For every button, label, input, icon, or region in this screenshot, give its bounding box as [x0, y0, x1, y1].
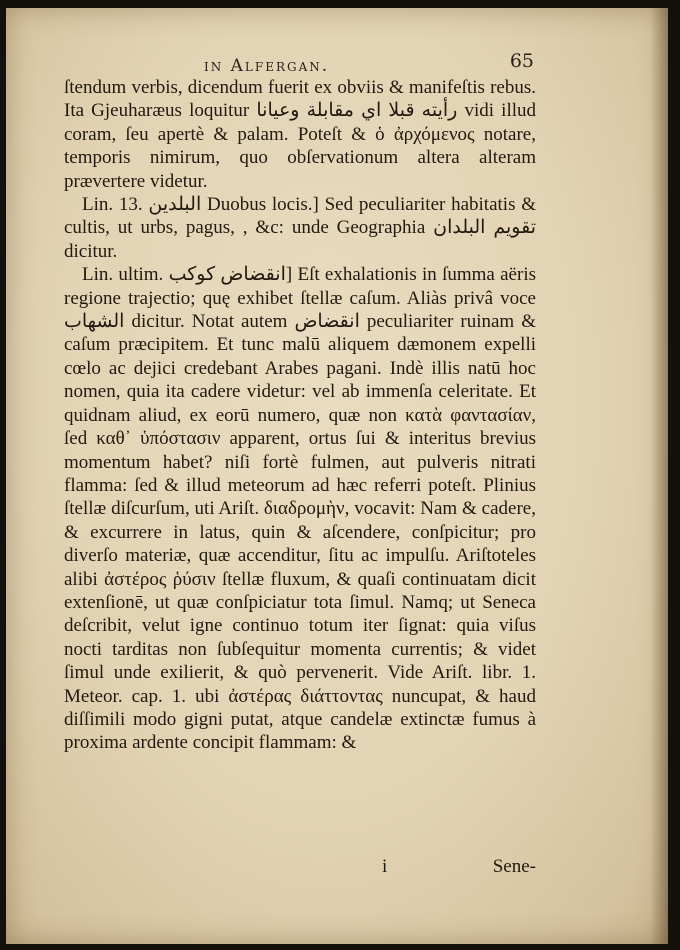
page-body: [64, 76, 536, 755]
catchword: Sene-: [492, 856, 536, 877]
page-footer: [64, 856, 536, 886]
page-gutter-shadow: [650, 8, 668, 944]
running-title: in Alfergan.: [204, 56, 330, 76]
page-number: 65: [509, 50, 534, 72]
running-header: [204, 50, 534, 76]
book-page: [6, 8, 668, 944]
paragraph-lin-13: Lin. 13. البلدين Duobus locis.] Sed peculiariter habitatis & cultis, ut urbs, pagus, , &c: unde Geographia تقويم البلدان dicitur.: [64, 194, 537, 262]
signature-mark: i: [382, 856, 388, 877]
paragraph-lin-ultim: Lin. ultim. انقضاض كوكب] Eſt exhalationis in ſumma aëris regione trajectio; quę exhibet ſtellæ caſum. Aliàs privâ voce الشهاب dicitur. Notat autem انقضاض peculiariter ruinam & caſum præcipitem. Et tunc malū aliquem dæmonem expelli cœlo ac dejici credebant Arabes pagani. Indè illis natū hoc nomen, quia ita cadere videtur: vel ab immenſa celeritate. Et quidnam aliud, ex eorū numero, quæ non κατὰ φαντασίαν, ſed καθ᾽ ὑπόστασιν apparent, ortus ſui & interitus brevius momentum habet? niſi fortè fulmen, aut pulveris nitrati flamma: ſed & illud meteorum ad hæc referri poteſt. Plinius ſtellæ diſcurſum, uti Ariſt. διαδρομὴν, vocavit: Nam & cadere, & excurrere in latus, quin & aſcendere, conſpicitur; pro diverſo materiæ, quæ accenditur, ſitu ac impulſu. Ariſtoteles alibi ἀστέρος ῥύσιν ſtellæ fluxum, & quaſi continuatam dicit extenſionē, ut quæ conſpiciatur tota ſimul. Namq; ut Seneca deſcribit, velut igne continuo totum iter ſignat: quia viſus nocti tarditas non ſubſequitur momenta currentis; & videt ſimul unde exilierit, & quò pervenerit. Vide Ariſt. libr. 1. Meteor. cap. 1. ubi ἀστέρας διάττοντας nuncupat, & haud diſſimili modo gigni putat, atque candelæ extinctæ fumus à proxima ardente concipit flammam: &: [64, 264, 536, 754]
paragraph-continuation: ſtendum verbis, dicendum fuerit ex obviis & manifeſtis rebus. Ita Gjeuharæus loquitur رأيته قبلا اي مقابلة وعيانا vidi illud coram, ſeu apertè & palam. Poteſt & ὁ ἀρχόμενος notare, temporis nimirum, quo obſervationum altera alteram prævertere videtur.: [64, 77, 537, 192]
